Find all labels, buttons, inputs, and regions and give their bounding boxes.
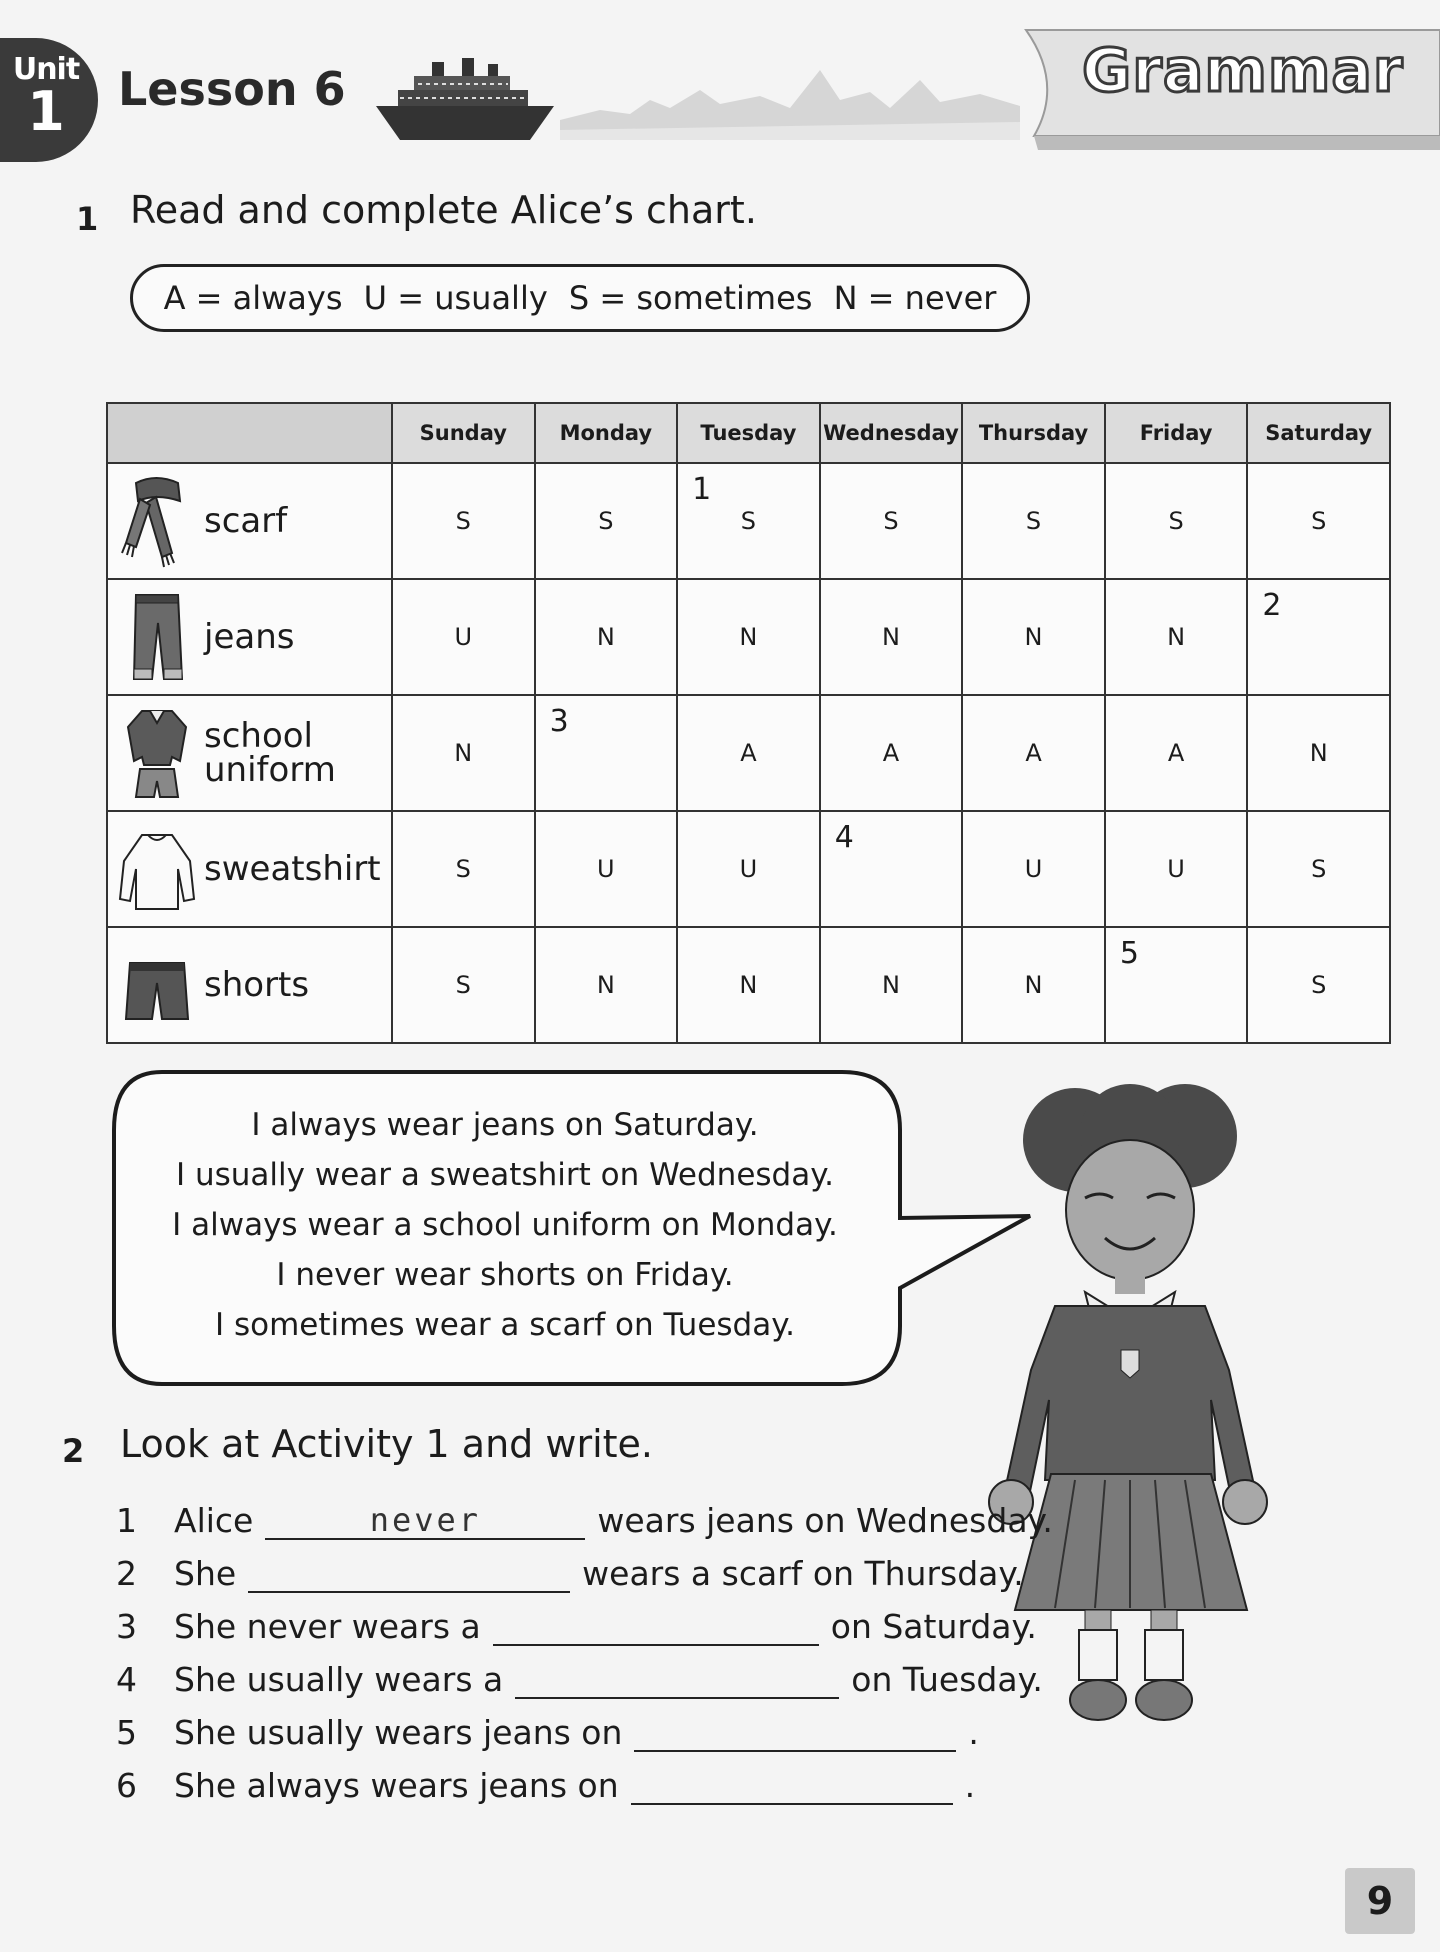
chart-row — [107, 927, 1390, 1043]
unit-number: 1 — [27, 80, 65, 143]
lesson-title: Lesson 6 — [118, 62, 346, 116]
item-label: shorts — [204, 965, 310, 1005]
chart-cell: S — [820, 463, 963, 579]
chart-cell: S — [1247, 927, 1390, 1043]
speech-line: I never wear shorts on Friday. — [276, 1257, 734, 1293]
chart-cell: N — [820, 927, 963, 1043]
answer-blank[interactable] — [631, 1765, 953, 1805]
day-header: Monday — [535, 403, 678, 463]
sentence-text: on Tuesday. — [851, 1660, 1043, 1699]
answer-blank[interactable] — [248, 1553, 570, 1593]
item-cell — [107, 463, 392, 579]
chart-cell: N — [535, 579, 678, 695]
chart-cell — [535, 695, 678, 811]
chart-cell — [677, 463, 820, 579]
sentence-text: She — [174, 1554, 237, 1593]
chart-cell: A — [677, 695, 820, 811]
day-header: Sunday — [392, 403, 535, 463]
chart-cell: S — [392, 811, 535, 927]
sentence-number: 5 — [116, 1713, 137, 1752]
chart-cell: U — [677, 811, 820, 927]
answer-blank[interactable] — [634, 1712, 956, 1752]
answer-blank[interactable] — [515, 1659, 839, 1699]
speech-line: I sometimes wear a scarf on Tuesday. — [214, 1307, 796, 1343]
chart-row — [107, 811, 1390, 927]
chart-cell-value: S — [740, 507, 757, 535]
sentence-text: on Saturday. — [830, 1607, 1037, 1646]
chart-cell: S — [1247, 811, 1390, 927]
item-cell — [107, 579, 392, 695]
city-skyline-image — [560, 30, 1020, 140]
sentence-5 — [116, 1712, 979, 1752]
chart-row — [107, 695, 1390, 811]
item-cell — [107, 811, 392, 927]
chart-cell: S — [962, 463, 1105, 579]
answer-blank[interactable]: never — [265, 1500, 585, 1540]
shorts-icon — [116, 937, 198, 1033]
activity-number: 2 — [62, 1432, 85, 1470]
sweatshirt-icon — [116, 821, 198, 917]
question-number: 3 — [549, 704, 569, 739]
chart-cell: S — [392, 463, 535, 579]
sentence-number: 2 — [116, 1554, 137, 1593]
sentence-3 — [116, 1606, 1037, 1646]
answer-blank[interactable] — [493, 1606, 819, 1646]
chart-cell: A — [1105, 695, 1248, 811]
sentence-1 — [116, 1500, 1053, 1540]
item-cell — [107, 695, 392, 811]
key-always: A = always — [163, 279, 343, 317]
scarf-icon — [116, 473, 198, 569]
sentence-number: 4 — [116, 1660, 137, 1699]
item-label: school uniform — [204, 716, 336, 790]
chart-cell: N — [962, 927, 1105, 1043]
chart-cell: N — [677, 927, 820, 1043]
sentence-text: She always wears jeans on — [174, 1766, 619, 1805]
chart-cell: N — [820, 579, 963, 695]
speech-text — [130, 1100, 880, 1350]
chart-cell: S — [1247, 463, 1390, 579]
section-title: Grammar — [1082, 36, 1404, 106]
day-header: Friday — [1105, 403, 1248, 463]
page-number: 9 — [1345, 1868, 1415, 1934]
jeans-icon — [116, 589, 198, 685]
key-usually: U = usually — [363, 279, 548, 317]
unit-badge — [0, 38, 98, 162]
activity-instruction: Read and complete Alice’s chart. — [130, 188, 757, 232]
sentence-number: 3 — [116, 1607, 137, 1646]
sentence-number: 6 — [116, 1766, 137, 1805]
sentence-6 — [116, 1765, 975, 1805]
school-uniform-icon — [116, 705, 198, 801]
sentence-text: Alice — [174, 1501, 254, 1540]
chart-cell: S — [392, 927, 535, 1043]
activity-instruction: Look at Activity 1 and write. — [120, 1422, 653, 1466]
sentence-text: She never wears a — [174, 1607, 481, 1646]
day-header: Thursday — [962, 403, 1105, 463]
item-label: scarf — [204, 501, 288, 541]
chart-cell: U — [535, 811, 678, 927]
sentence-text: She usually wears jeans on — [174, 1713, 623, 1752]
chart-cell — [1105, 927, 1248, 1043]
chart-cell — [820, 811, 963, 927]
chart-cell: U — [1105, 811, 1248, 927]
chart-cell: N — [392, 695, 535, 811]
chart-cell: N — [1247, 695, 1390, 811]
sentence-text: . — [968, 1713, 979, 1752]
chart-header-row — [107, 403, 1390, 463]
chart-row — [107, 579, 1390, 695]
sentence-4 — [116, 1659, 1043, 1699]
unit-word: Unit — [12, 52, 80, 87]
key-never: N = never — [833, 279, 997, 317]
chart-row — [107, 463, 1390, 579]
speech-line: I always wear jeans on Saturday. — [251, 1107, 759, 1143]
sentence-text: wears jeans on Wednesday. — [597, 1501, 1053, 1540]
frequency-key — [130, 264, 1030, 332]
chart-cell: A — [962, 695, 1105, 811]
question-number: 5 — [1119, 936, 1139, 971]
chart-cell: S — [1105, 463, 1248, 579]
chart-cell: N — [1105, 579, 1248, 695]
day-header: Tuesday — [677, 403, 820, 463]
chart-cell: N — [535, 927, 678, 1043]
item-cell — [107, 927, 392, 1043]
sentence-text: wears a scarf on Thursday. — [582, 1554, 1024, 1593]
clothes-chart — [106, 402, 1391, 1044]
item-label: jeans — [204, 617, 295, 657]
sentence-number: 1 — [116, 1501, 137, 1540]
chart-cell: U — [392, 579, 535, 695]
key-sometimes: S = sometimes — [568, 279, 813, 317]
sentence-text: . — [964, 1766, 976, 1805]
question-number: 1 — [692, 472, 712, 507]
question-number: 2 — [1262, 588, 1282, 623]
chart-cell — [1247, 579, 1390, 695]
chart-cell: A — [820, 695, 963, 811]
chart-cell: N — [962, 579, 1105, 695]
chart-cell: U — [962, 811, 1105, 927]
chart-cell: N — [677, 579, 820, 695]
question-number: 4 — [834, 820, 854, 855]
item-label: sweatshirt — [204, 849, 381, 889]
speech-line: I usually wear a sweatshirt on Wednesday. — [175, 1157, 834, 1193]
sentence-2 — [116, 1553, 1024, 1593]
day-header: Wednesday — [820, 403, 963, 463]
ship-icon — [370, 44, 560, 144]
chart-cell: S — [535, 463, 678, 579]
activity-number: 1 — [76, 200, 99, 238]
day-header: Saturday — [1247, 403, 1390, 463]
sentence-text: She usually wears a — [174, 1660, 504, 1699]
speech-line: I always wear a school uniform on Monday. — [172, 1207, 838, 1243]
chart-corner-cell — [107, 403, 392, 463]
